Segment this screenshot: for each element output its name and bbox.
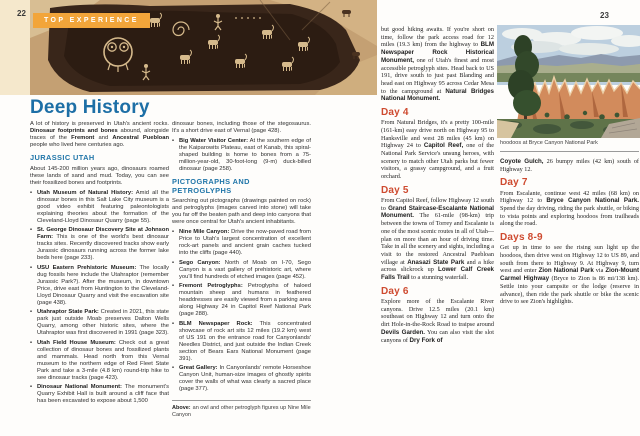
petroglyph-photo [30, 0, 377, 95]
bullet-item: • Fremont Petroglyphs: Petroglyphs of haloed mountain sheep and humans in feathered headdresses are easily viewed from a parking area along Highway 24 in Capitol Reef National Park (page 288). [172, 283, 311, 318]
day-paragraph: Explore more of the Escalante River canyons. Drive 12.5 miles (20.1 km) southeast on Highway 12 and turn onto the dirt Hole-in-the-Rock Road to traipse around Devils Garden. You can also visit the slot canyons of Dry Fork of [381, 298, 494, 344]
itinerary-days [381, 109, 494, 344]
day-paragraph: From Capitol Reef, follow Highway 12 south to Grand Staircase-Escalante National Monument. The 61-mile (98-km) trip between the towns of Torrey and Escalante is one of the most scenic routes in all of Utah—plan on more than an hour of driving time. Take in all the scenery and sights, including a visit to the restored Ancestral Puebloan village at Anasazi State Park and a hike across slickrock up Lower Calf Creek Falls Trail to a stunning waterfall. [381, 197, 494, 282]
top-experience-badge: TOP EXPERIENCE [33, 13, 150, 28]
day-heading: Day 6 [381, 285, 409, 297]
pictographs-bullet-list [172, 229, 311, 393]
caption-text: an owl and other petroglyph figures up Nine Mile Canyon [172, 405, 311, 419]
cream-corner-decoration [0, 0, 32, 95]
jurassic-bullet-list [30, 190, 169, 406]
itinerary-continuation-paragraph: but good hiking awaits. If you're short on time, follow the park access road for 12 miles (19.3 km) from the highway to BLM Newspaper Rock Historical Monument, one of Utah's finest and most accessible petroglyph sites. Head back to US 191, drive south to just past Blanding and head east on Highway 95 across Cedar Mesa to the campground at Natural Bridges National Monument. [381, 26, 494, 103]
day-heading: Day 4 [381, 107, 409, 119]
page-number-left: 22 [17, 9, 26, 18]
day-heading: Day 7 [500, 177, 528, 189]
bullet-item: • Great Gallery: In Canyonlands' remote Horseshoe Canyon Unit, human-size images of ghostly spirits cover the walls of what was clearly a sacred place (page 377). [172, 365, 311, 393]
day-paragraph: From Natural Bridges, it's a pretty 100-mile (161-km) easy drive north on Highway 95 to Hanksville and west 28 miles (45 km) on Highway 24 to Capitol Reef, one of the National Park Service's unsung heroes, with scenery to match other Utah parks but fewer visitors, a grassy campground, and a fruit orchard. [381, 119, 494, 181]
left-column-2 [172, 121, 311, 419]
pictographs-intro-paragraph: Searching out pictographs (drawings painted on rock) and petroglyphs (images carved into stone) will take you far off the beaten path and deep into canyons that were once central for Utah's ancient inhabitants. [172, 198, 311, 226]
bullet-item: • BLM Newspaper Rock: This concentrated showcase of rock art sits 12 miles (19.2 km) west of US 191 on the entrance road for Canyonlands' Needles District, and just outside the Indian Creek section of Bears Ears National Monument (page 391). [172, 321, 311, 363]
jurassic-intro-paragraph: About 145-200 million years ago, dinosaurs roamed these lands of sand and mud. Today, you can see their fossilized bones and footprints. [30, 165, 169, 186]
day-paragraph: Get up in time to see the rising sun light up the hoodoos, then drive west on Highway 12 to US 89, and south from there to Highway 9. At Highway 9, turn west and enter Zion National Park via Zion-Mount Carmel Highway (Bryce to Zion is 86 mi/138 km). Settle into your campsite or the lodge (reserve in advance), then ride the park shuttle or bike the scenic drive to see Zion's highlights. [500, 244, 639, 306]
page-number-right: 23 [600, 11, 609, 20]
caption-label: Above: [172, 405, 191, 412]
page-title: Deep History [30, 97, 150, 118]
bullet-item: • USU Eastern Prehistoric Museum: The locally dug fossils here include the Utahraptor (remember Jurassic Park?). After the museum, in downtown Price, drive east from Huntington to the Cleveland-Lloyd Dinosaur Quarry and visit the excavation site (page 438). [30, 265, 169, 307]
bryce-photo-caption: hoodoos at Bryce Canyon National Park [500, 140, 598, 146]
day-heading: Days 8-9 [500, 232, 543, 244]
bullet-item: • Nine Mile Canyon: Drive the now-paved road from Price to Utah's largest concentration of excellent rock-art panels and ancient grain caches tucked into the cliffs (page 440). [172, 229, 311, 257]
day6-continuation-paragraph: Coyote Gulch, 26 bumpy miles (42 km) south of Highway 12. [500, 158, 639, 173]
day-paragraph: From Escalante, continue west 42 miles (68 km) on Highway 12 to Bryce Canyon National Park. Spend the day driving, riding the park shuttle, or biking to vista points and exploring hoodoos from trailheads along the road. [500, 189, 640, 228]
bryce-canyon-illustration [497, 25, 640, 138]
bullet-item: • Big Water Visitor Center: At the southern edge of the Kaiparowits Plateau, east of Kanab, this spiral-shaped building is home to bones from a 75-million-year-old, 30-foot-long (9-m) duck-billed dinosaur (page 258). [172, 138, 311, 173]
intro-paragraph: A lot of history is preserved in Utah's ancient rocks. Dinosaur footprints and bones abound, alongside traces of the Fremont and Ancestral Puebloan people who lived here centuries ago. [30, 121, 169, 148]
bullet-item: • Utahraptor State Park: Created in 2021, this state park just outside Moab preserves Dalton Wells Quarry, among other historic sites, where the Utahraptor was first discovered in 1991 (page 323). [30, 309, 169, 337]
bryce-canyon-photo [497, 25, 640, 138]
jurassic-bullet-list-continued [172, 138, 311, 173]
itinerary-column-right [500, 158, 639, 309]
bullet-item: • Utah Field House Museum: Check out a great collection of dinosaur bones and fossilized plants and mammals. Head north from this Vernal museum to the northern edge of Red Fleet State Park and take a 3-mile (4.8 km) round-trip hike to see dinosaur tracks (page 423). [30, 340, 169, 382]
itinerary-days [500, 179, 639, 306]
banner-photo-caption [172, 400, 311, 419]
day-heading: Day 5 [381, 184, 409, 196]
section-heading-pictographs: PICTOGRAPHS AND PETROGLYPHS [172, 177, 250, 195]
bullet-item: • Utah Museum of Natural History: Amid all the dinosaur bones in this Salt Lake City museum is a good video exhibit featuring paleontologists explaining theories about the formation of the Cleveland-Lloyd Dinosaur Quarry (page 55). [30, 190, 169, 225]
bullet-item: • St. George Dinosaur Discovery Site at Johnson Farm: This is one of the world's best dinosaur tracks sites. Recently discovered tracks show early Jurassic dinosaurs running across the former lake beds here (page 233). [30, 227, 169, 262]
section-heading-jurassic: JURASSIC UTAH [30, 153, 95, 162]
continuation-paragraph: dinosaur bones, including those of the stegosaurus. It's a short drive east of Vernal (page 428). [172, 121, 311, 134]
itinerary-column-left [381, 26, 494, 347]
caption-divider [500, 151, 639, 152]
bullet-item: • Dinosaur National Monument: The monument's Quarry Exhibit Hall is built around a cliff face that has been excavated to expose about 1,500 [30, 384, 169, 405]
bullet-item: • Sego Canyon: North of Moab on I-70, Sego Canyon is a vast gallery of prehistoric art, where you'll find hundreds of etched images (page 452). [172, 260, 311, 281]
left-column-1 [30, 121, 169, 408]
